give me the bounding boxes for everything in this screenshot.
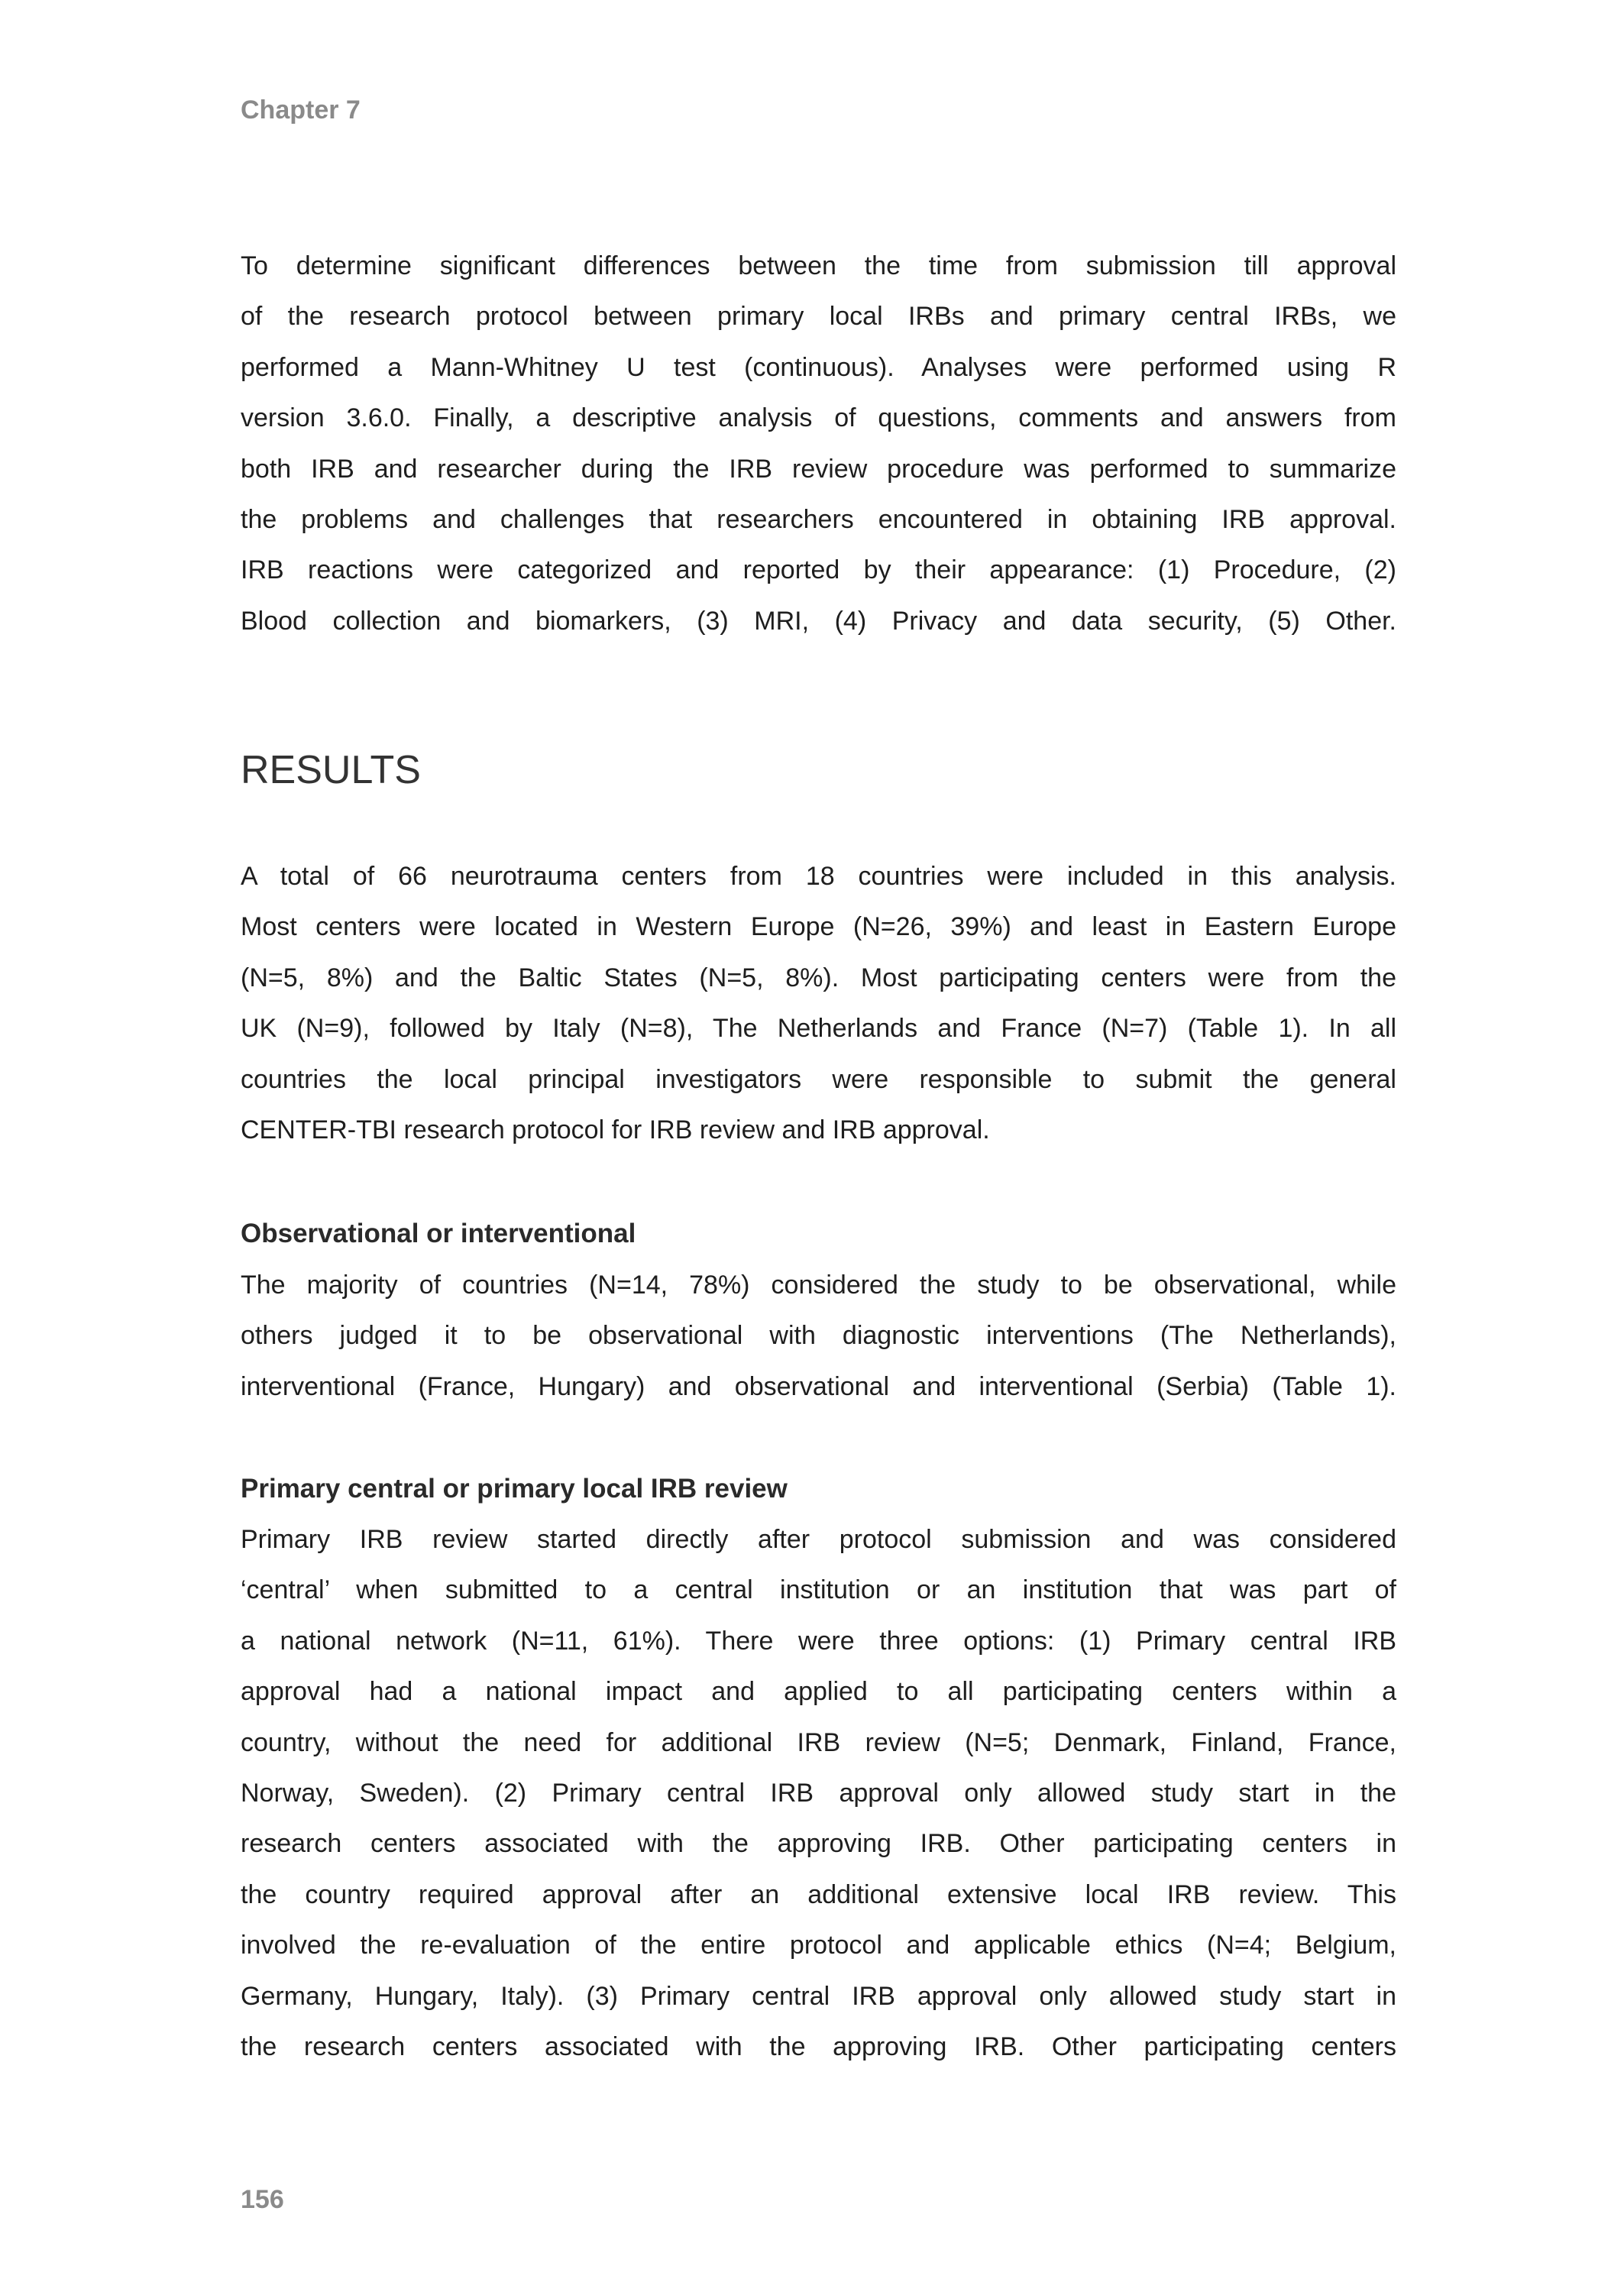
paragraph-results [241, 851, 1396, 1155]
text-line: Blood collection and biomarkers, (3) MRI, (4) Privacy and data security, (5) Other. [241, 606, 1396, 636]
text-line: Germany, Hungary, Italy). (3) Primary central IRB approval only allowed study start in [241, 1981, 1396, 2011]
results-heading: RESULTS [241, 748, 421, 792]
text-line: countries the local principal investigators were responsible to submit the general [241, 1064, 1396, 1094]
text-line: Most centers were located in Western Europe (N=26, 39%) and least in Eastern Europe [241, 912, 1396, 942]
text-line: interventional (France, Hungary) and observational and interventional (Serbia) (Table 1). [241, 1371, 1396, 1401]
text-line: CENTER-TBI research protocol for IRB review and IRB approval. [241, 1115, 990, 1144]
text-line: UK (N=9), followed by Italy (N=8), The Netherlands and France (N=7) (Table 1). In all [241, 1014, 1396, 1044]
text-line: the problems and challenges that researchers encountered in obtaining IRB approval. [241, 504, 1396, 534]
text-line: involved the re-evaluation of the entire protocol and applicable ethics (N=4; Belgium, [241, 1931, 1396, 1960]
text-line: Norway, Sweden). (2) Primary central IRB approval only allowed study start in the [241, 1778, 1396, 1808]
text-line: approval had a national impact and applied to all participating centers within a [241, 1677, 1396, 1707]
page-number: 156 [241, 2185, 284, 2214]
text-line: both IRB and researcher during the IRB review procedure was performed to summarize [241, 454, 1396, 484]
text-line: the research centers associated with the approving IRB. Other participating centers [241, 2031, 1396, 2061]
paragraph-methods [241, 241, 1396, 646]
paragraph-review [241, 1514, 1396, 2072]
text-line: IRB reactions were categorized and reported by their appearance: (1) Procedure, (2) [241, 555, 1396, 585]
text-line: of the research protocol between primary local IRBs and primary central IRBs, we [241, 302, 1396, 332]
text-line: A total of 66 neurotrauma centers from 18 countries were included in this analysis. [241, 862, 1396, 891]
text-line: the country required approval after an additional extensive local IRB review. This [241, 1879, 1396, 1909]
text-line: Primary IRB review started directly after protocol submission and was considered [241, 1525, 1396, 1554]
text-line: version 3.6.0. Finally, a descriptive analysis of questions, comments and answers from [241, 403, 1396, 433]
text-line: To determine significant differences between the time from submission till approval [241, 251, 1396, 280]
text-line: others judged it to be observational with diagnostic interventions (The Netherlands), [241, 1321, 1396, 1351]
text-line: a national network (N=11, 61%). There were three options: (1) Primary central IRB [241, 1626, 1396, 1656]
chapter-header: Chapter 7 [241, 96, 361, 125]
text-line: research centers associated with the approving IRB. Other participating centers in [241, 1829, 1396, 1859]
text-line: performed a Mann-Whitney U test (continuous). Analyses were performed using R [241, 352, 1396, 382]
text-line: ‘central’ when submitted to a central institution or an institution that was part of [241, 1575, 1396, 1605]
subheading-observational: Observational or interventional [241, 1219, 636, 1248]
paragraph-observational [241, 1260, 1396, 1412]
text-line: country, without the need for additional IRB review (N=5; Denmark, Finland, France, [241, 1727, 1396, 1757]
subheading-review: Primary central or primary local IRB review [241, 1474, 788, 1504]
text-line: The majority of countries (N=14, 78%) considered the study to be observational, while [241, 1271, 1396, 1300]
text-line: (N=5, 8%) and the Baltic States (N=5, 8%). Most participating centers were from the [241, 963, 1396, 992]
